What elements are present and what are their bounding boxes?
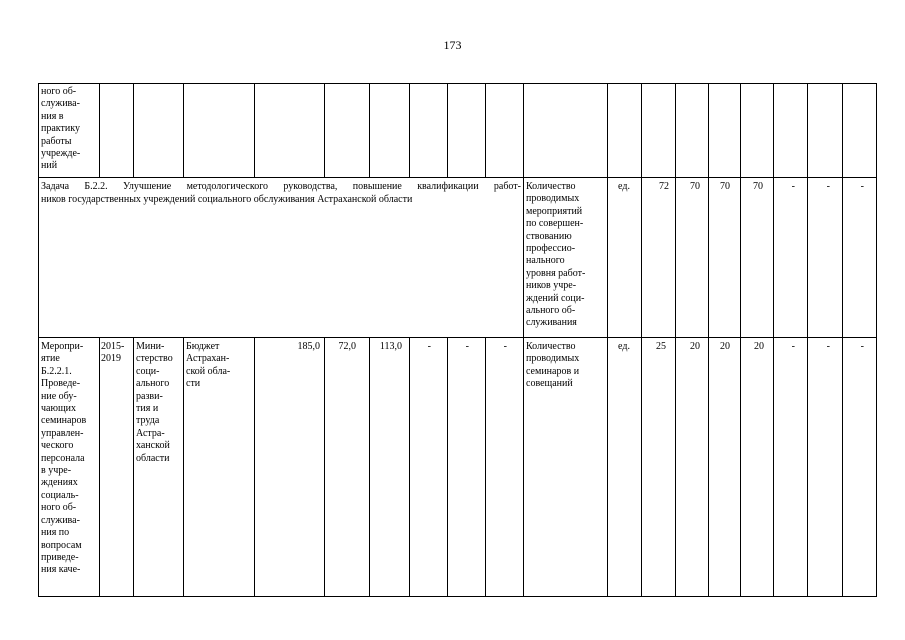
- task-value: 70: [690, 181, 700, 192]
- task-title-line2: ников государственных учреждений социального обслуживания Астраханской области: [41, 194, 413, 205]
- page-number: 173: [443, 38, 462, 52]
- table-bottom-border: [38, 596, 877, 597]
- task-value: 70: [753, 181, 763, 192]
- task-value: -: [791, 181, 795, 192]
- measure-value: 20: [720, 341, 730, 352]
- measure-value: 25: [656, 341, 666, 352]
- task-value: 70: [720, 181, 730, 192]
- measure-years: 2015- 2019: [101, 341, 125, 365]
- task-title-line1: Задача Б.2.2. Улучшение методологического руководства, повышение квалификации работ-: [41, 181, 521, 192]
- task-indicator: Количество проводимых мероприятий по совершен- ствованию профессио- нального уровня работ- ников учре- ждений соци- ального об- служивания: [526, 181, 586, 329]
- measure-unit: ед.: [618, 341, 630, 352]
- task-value: -: [826, 181, 830, 192]
- finance-value: 113,0: [379, 341, 402, 352]
- measure-value: -: [860, 341, 864, 352]
- measure-value: -: [826, 341, 830, 352]
- row1-measure-text: ного об- служива- ния в практику работы учрежде- ний: [41, 86, 81, 172]
- row-divider: [38, 177, 877, 178]
- measure-value: -: [791, 341, 795, 352]
- task-value: 72: [659, 181, 669, 192]
- finance-value: -: [427, 341, 431, 352]
- task-value: -: [860, 181, 864, 192]
- measure-description: Меропри- ятие Б.2.2.1. Проведе- ние обу- чающих семинаров управлен- ческого персонала в учре- ждениях социаль- ного об- служива- ния по вопросам приведе- ния каче-: [41, 341, 87, 576]
- table-top-border: [38, 83, 877, 84]
- finance-value: -: [503, 341, 507, 352]
- finance-value: -: [465, 341, 469, 352]
- measure-executor: Мини- стерство соци- ального разви- тия и труда Астра- ханской области: [136, 341, 173, 464]
- finance-value: 72,0: [338, 341, 356, 352]
- measure-value: 20: [754, 341, 764, 352]
- measure-indicator: Количество проводимых семинаров и совещаний: [526, 341, 580, 390]
- row-divider: [38, 337, 877, 338]
- funding-source: Бюджет Астрахан- ской обла- сти: [186, 341, 231, 390]
- measure-value: 20: [690, 341, 700, 352]
- task-unit: ед.: [618, 181, 630, 192]
- finance-value: 185,0: [297, 341, 320, 352]
